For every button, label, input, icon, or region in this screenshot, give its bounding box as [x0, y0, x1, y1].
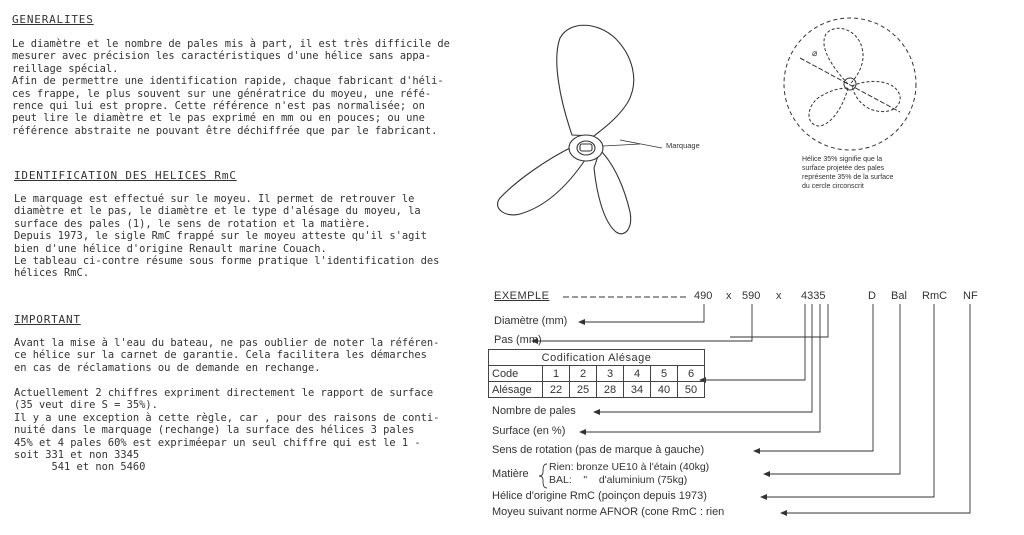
text-line: ce hélice sur la carnet de garantie. Cela facilitera les démarches — [14, 349, 427, 362]
caption-line: Hélice 35% signifie que la — [802, 156, 883, 163]
label-pas: Pas (mm) — [494, 334, 542, 346]
text-line: 45% et 4 pales 60% est expriméepar un seul chiffre qui est le 1 - — [14, 436, 421, 449]
text-line: (35 veut dire S = 35%). — [14, 399, 158, 412]
table-cell: 4 — [624, 366, 651, 382]
code-rotation: D — [868, 290, 876, 302]
table-cell: 2 — [570, 366, 597, 382]
text-line: en cas de réclamations ou de demande en rechange. — [14, 361, 321, 374]
code-origine: RmC — [922, 290, 948, 302]
alesage-table — [488, 349, 705, 398]
text-line: Avant la mise à l'eau du bateau, ne pas oublier de noter la référen- — [14, 337, 440, 349]
section-title-identification: IDENTIFICATION DES HELICES RmC — [14, 169, 237, 182]
code-matiere: Bal — [891, 290, 907, 302]
text-line: nuité dans le marquage (rechange) la surface des hélices 3 pales — [14, 424, 415, 437]
code-pas: 590 — [742, 290, 761, 302]
text-line: Actuellement 2 chiffres expriment directement le rapport de surface — [14, 387, 434, 399]
code-sep: x — [726, 290, 732, 302]
text-line: mesurer avec précision les caractéristiques d'une hélice sans appa- — [12, 50, 432, 63]
table-cell: 22 — [543, 382, 570, 398]
text-line: 541 et non 5460 — [14, 461, 146, 474]
table-row — [489, 382, 705, 398]
label-surface: Surface (en %) — [492, 425, 566, 437]
table-cell: 6 — [678, 366, 705, 382]
code-diametre: 490 — [694, 290, 713, 302]
diameter-symbol: ⌀ — [812, 48, 818, 58]
label-origine: Hélice d'origine RmC (poinçon depuis 1973) — [492, 490, 707, 502]
propeller-icon — [498, 25, 640, 234]
text-line: surface des pales (1), le sens de rotation et la matière. — [14, 217, 371, 230]
label-matiere: Matière — [492, 468, 529, 480]
code-norme: NF — [963, 290, 978, 302]
code-alesage-pales-surface: 4335 — [801, 290, 826, 302]
exemple-title: EXEMPLE — [494, 290, 550, 302]
table-cell: 5 — [651, 366, 678, 382]
matiere-brace — [539, 464, 547, 488]
text-line: référence abstraite ne pouvant être déchiffrée que par le fabricant. — [12, 124, 438, 137]
text-line: soit 331 et non 3345 — [14, 448, 140, 461]
text-line: Le diamètre et le nombre de pales mis à part, il est très difficile de — [12, 38, 450, 50]
text-line: Afin de permettre une identification rapide, chaque fabricant d'héli- — [12, 75, 444, 88]
label-nombre-pales: Nombre de pales — [492, 405, 576, 417]
table-row-label: Alésage — [489, 382, 543, 398]
table-cell: 1 — [543, 366, 570, 382]
text-line: Le tableau ci-contre résume sous forme pratique l'identification des — [14, 254, 440, 267]
text-line: peut lire le diamètre et le pas exprimé en mm ou en pouces; ou une — [12, 112, 425, 125]
text-line: Depuis 1973, le sigle RmC frappé sur le moyeu atteste qu'il s'agit — [14, 230, 427, 243]
matiere-option-bal: BAL: " d'aluminium (75kg) — [549, 474, 688, 486]
table-caption: Codification Alésage — [489, 350, 705, 366]
text-line: diamètre et le pas, le diamètre et le type d'alésage du moyeu, la — [14, 205, 421, 218]
text-line: bien d'une hélice d'origine Renault marine Couach. — [14, 242, 327, 255]
marquage-label: Marquage — [666, 141, 700, 150]
label-diametre: Diamètre (mm) — [494, 315, 568, 327]
text-line: ces frappe, le plus souvent sur une génératrice du moyeu, une réfé- — [12, 87, 432, 100]
table-cell: 34 — [624, 382, 651, 398]
text-line: reillage spécial. — [12, 62, 119, 75]
figure-caption — [802, 155, 893, 191]
table-cell: 28 — [597, 382, 624, 398]
text-line: Il y a une exception à cette règle, car , pour des raisons de conti- — [14, 411, 440, 424]
table-cell: 25 — [570, 382, 597, 398]
text-line: Le marquage est effectué sur le moyeu. Il permet de retrouver le — [14, 193, 415, 205]
label-sens: Sens de rotation (pas de marque à gauche) — [492, 444, 705, 456]
label-moyeu: Moyeu suivant norme AFNOR (cone RmC : rien — [492, 506, 725, 518]
matiere-option-rien: Rien: bronze UE10 à l'étain (40kg) — [549, 461, 710, 473]
table-row — [489, 366, 705, 382]
table-cell: 50 — [678, 382, 705, 398]
section-title-important: IMPORTANT — [14, 313, 81, 326]
text-line: rence qui lui est propre. Cette référence n'est pas normalisée; on — [12, 99, 425, 112]
table-row-label: Code — [489, 366, 543, 382]
surface-circle-diagram — [784, 18, 916, 150]
code-sep: x — [776, 290, 782, 302]
caption-line: surface projetée des pales — [802, 165, 885, 172]
section-title-generalites: GENERALITES — [12, 13, 94, 26]
caption-line: du cercle circonscrit — [802, 183, 864, 190]
table-cell: 40 — [651, 382, 678, 398]
marquage-leader-line — [620, 140, 662, 148]
caption-line: représente 35% de la surface — [802, 174, 894, 181]
table-cell: 3 — [597, 366, 624, 382]
text-line: hélices RmC. — [14, 267, 90, 280]
